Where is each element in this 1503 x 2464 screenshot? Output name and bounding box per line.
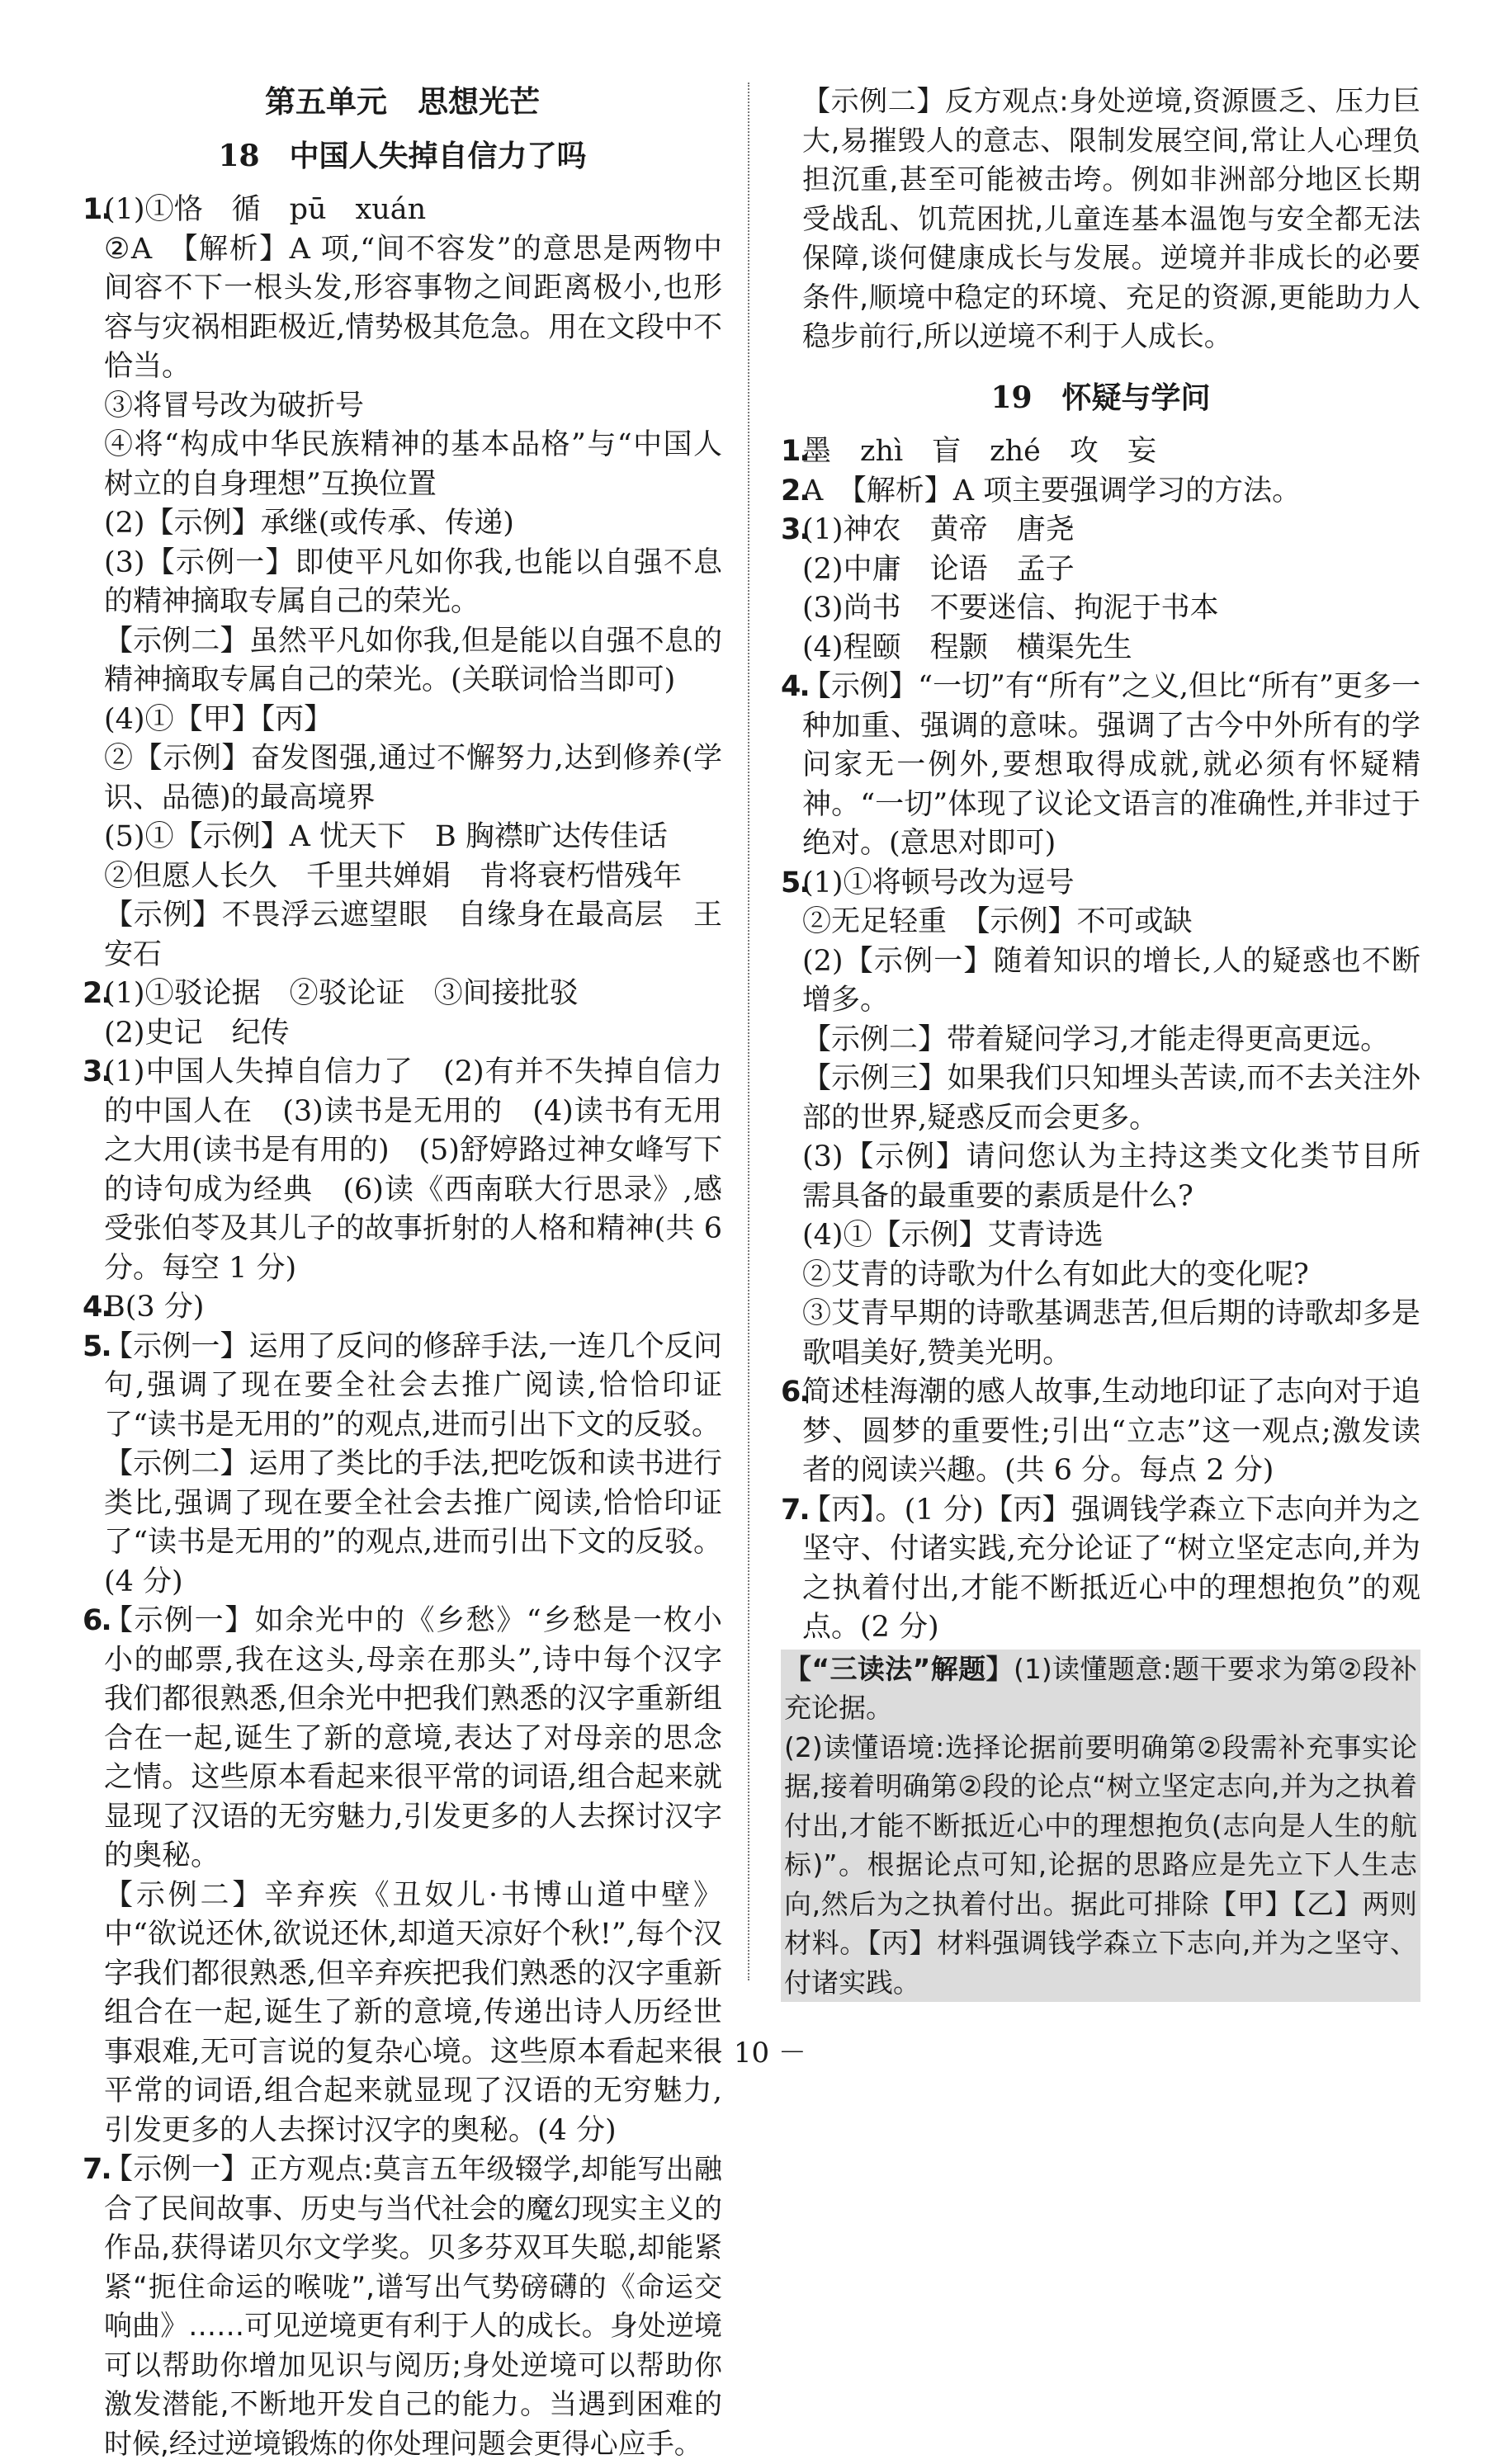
answer-line: B(3 分)	[104, 1291, 205, 1324]
answer-line: (3)尚书 不要迷信、拘泥于书本	[802, 592, 1219, 625]
answer-line: 【丙】。(1 分)【丙】强调钱学森立下志向并为之坚守、付诸实践,充分论证了“树立坚定志向,并为之执着付出,才能不断抵近心中的理想抱负”的观点。(2 分)	[802, 1493, 1420, 1644]
question-number: 7.	[781, 1493, 809, 1527]
unit-title: 第五单元 思想光芒	[265, 83, 540, 120]
answer-line: 【示例】不畏浮云遮望眼 自缘身在最高层 王安石	[104, 899, 722, 971]
question-number: 4.	[83, 1291, 111, 1324]
column-divider	[748, 83, 749, 1980]
answer-line: 【示例二】辛弃疾《丑奴儿·书博山道中壁》中“欲说还休,欲说还休,却道天凉好个秋!”,每个汉字我们都很熟悉,但辛弃疾把我们熟悉的汉字重新组合在一起,诞生了新的意境,传递出诗人历经世事艰难,无可言说的复杂心境。这些原本看起来很平常的词语,组合起来就显现了汉语的无穷魅力,引发更多的人去探讨汉字的奥秘。(4 分)	[104, 1878, 722, 2147]
question-number: 5.	[781, 866, 809, 899]
answer-line: (1)神农 黄帝 唐尧	[802, 513, 1075, 546]
question-number: 3.	[781, 513, 809, 546]
answer-line: 【示例二】运用了类比的手法,把吃饭和读书进行类比,强调了现在要全社会去推广阅读,恰恰印证了“读书是无用的”的观点,进而引出下文的反驳。(4 分)	[104, 1447, 722, 1598]
l19-question-2	[781, 472, 1420, 512]
answer-line: ③将冒号改为破折号	[104, 389, 365, 422]
question-number: 2.	[781, 474, 809, 507]
right-column	[781, 83, 1420, 2002]
answer-line: ②但愿人长久 千里共婵娟 肯将衰朽惜残年	[104, 859, 683, 893]
answer-line: 【示例二】虽然平凡如你我,但是能以自强不息的精神摘取专属自己的荣光。(关联词恰当即可)	[104, 624, 722, 696]
box-line: (2)读懂语境:选择论据前要明确第②段需补充事实论据,接着明确第②段的论点“树立坚定志向,并为之执着付出,才能不断抵近心中的理想抱负(志向是人生的航标)”。根据论点可知,论据的思路应是先立下人生志向,然后为之执着付出。据此可排除【甲】【乙】两则材料。【丙】材料强调钱学森立下志向,并为之坚守、付诸实践。	[784, 1730, 1417, 1999]
answer-line	[104, 2150, 722, 2464]
handwritten-answer: 正方观点:莫言五年级辍学,却能写出融合了民间故事、历史与当代社会的魔幻现实主义的作品,获得诺贝尔文学奖。贝多芬双耳失聪,却能紧紧“扼住命运的喉咙”,谱写出气势磅礴的《命运交响曲》……可见逆境更有利于人的成长。身处逆境可以帮助你增加见识与阅历;身处逆境可以帮助你激发潜能,不断地开发自己的能力。当遇到困难的时候,经过逆境锻炼的你处理问题会更得心应手。	[104, 2153, 722, 2461]
l18-question-2	[83, 975, 722, 1053]
question-number: 3.	[83, 1055, 111, 1088]
l18-question-5	[83, 1328, 722, 1603]
l18-question-3	[83, 1053, 722, 1288]
answer-line: (2)史记 纪传	[104, 1016, 290, 1050]
answer-line: (4)程颐 程颢 横渠先生	[802, 630, 1132, 664]
answer-line: ④将“构成中华民族精神的基本品格”与“中国人树立的自身理想”互换位置	[104, 428, 722, 501]
answer-line: 【示例】“一切”有“所有”之义,但比“所有”更多一种加重、强调的意味。强调了古今中外所有的学问家无一例外,要想取得成就,就必须有怀疑精神。“一切”体现了议论文语言的准确性,并非过于绝对。(意思对即可)	[802, 670, 1420, 860]
l18-q7-continued	[781, 83, 1420, 357]
answer-line: (4)①【甲】【丙】	[104, 702, 333, 736]
answer-line: (2)中庸 论语 孟子	[802, 552, 1075, 586]
answer-line: ②艾青的诗歌为什么有如此大的变化呢?	[802, 1258, 1309, 1291]
answer-line: (2)【示例一】随着知识的增长,人的疑惑也不断增多。	[802, 944, 1420, 1017]
answer-line: ②A 【解析】A 项,“间不容发”的意思是两物中间容不下一根头发,形容事物之间距离极小,也形容与灾祸相距极近,情势极其危急。用在文段中不恰当。	[104, 232, 722, 383]
box-heading: 【“三读法”解题】	[784, 1652, 1014, 1685]
answer-line: 【示例一】运用了反问的修辞手法,一连几个反问句,强调了现在要全社会去推广阅读,恰恰印证了“读书是无用的”的观点,进而引出下文的反驳。	[104, 1329, 722, 1442]
answer-line: ③艾青早期的诗歌基调悲苦,但后期的诗歌却多是歌唱美好,赞美光明。	[802, 1297, 1420, 1370]
l19-question-4	[781, 668, 1420, 864]
question-number: 1.	[781, 435, 809, 468]
left-column	[83, 83, 722, 2464]
question-number: 7.	[83, 2153, 111, 2186]
answer-line: (1)中国人失掉自信力了 (2)有并不失掉自信力的中国人在 (3)读书是无用的 (4)读书有无用之大用(读书是有用的) (5)舒婷路过神女峰写下的诗句成为经典 (6)读《西南联大行思录》,感受张伯苓及其儿子的故事折射的人格和精神(共 6 分。每空 1 分)	[104, 1055, 722, 1285]
answer-line: (3)【示例】请问您认为主持这类文化类节目所需具备的最重要的素质是什么?	[802, 1140, 1420, 1213]
example-tag: 【示例一】	[104, 2153, 250, 2186]
page-number: － 10 －	[697, 2037, 806, 2070]
answer-line: A 【解析】A 项主要强调学习的方法。	[802, 474, 1302, 507]
question-number: 2.	[83, 977, 111, 1010]
box-line: (1)读懂题意:题干要求为第②段补充论据。	[784, 1652, 1417, 1724]
answer-line: 【示例一】如余光中的《乡愁》“乡愁是一枚小小的邮票,我在这头,母亲在那头”,诗中每个汉字我们都很熟悉,但余光中把我们熟悉的汉字重新组合在一起,诞生了新的意境,表达了对母亲的思念之情。这些原本看起来很平常的词语,组合起来就显现了汉语的无穷魅力,引发更多的人去探讨汉字的奥秘。	[104, 1604, 722, 1872]
l18-question-7	[83, 2150, 722, 2464]
l18-question-4	[83, 1288, 722, 1328]
three-reading-method-box	[781, 1650, 1420, 2003]
answer-line: (5)①【示例】A 忧天下 B 胸襟旷达传佳话	[104, 820, 668, 853]
answer-line: (2)【示例】承继(或传承、传递)	[104, 507, 514, 540]
l18-question-1	[83, 191, 722, 975]
lesson-19-title: 19 怀疑与学问	[990, 380, 1211, 415]
handwritten-answer: 反方观点:身处逆境,资源匮乏、压力巨大,易摧毁人的意志、限制发展空间,常让人心理负担沉重,甚至可能被击垮。例如非洲部分地区长期受战乱、饥荒困扰,儿童连基本温饱与安全都无法保障,谈何健康成长与发展。逆境并非成长的必要条件,顺境中稳定的环境、充足的资源,更能助力人稳步前行,所以逆境不利于人成长。	[802, 85, 1421, 353]
l19-question-6	[781, 1373, 1420, 1491]
question-number: 6.	[781, 1376, 809, 1409]
l19-question-1	[781, 432, 1420, 472]
answer-line: 【示例二】带着疑问学习,才能走得更高更远。	[802, 1022, 1390, 1056]
question-number: 4.	[781, 670, 809, 703]
answer-line: (3)【示例一】即使平凡如你我,也能以自强不息的精神摘取专属自己的荣光。	[104, 545, 722, 618]
answer-line: ②无足轻重 【示例】不可或缺	[802, 905, 1193, 938]
question-number: 5.	[83, 1329, 111, 1363]
l19-question-3	[781, 511, 1420, 668]
answer-line: 墨 zhì 盲 zhé 攻 妄	[802, 435, 1156, 468]
answer-line: (1)①驳论据 ②驳论证 ③间接批驳	[104, 977, 579, 1010]
answer-line: (1)①恪 循 pū xuán	[104, 193, 427, 226]
answer-line: 【示例三】如果我们只知埋头苦读,而不去关注外部的世界,疑惑反而会更多。	[802, 1062, 1420, 1135]
answer-line: (4)①【示例】艾青诗选	[802, 1219, 1104, 1252]
answer-line: (1)①将顿号改为逗号	[802, 866, 1075, 899]
answer-line: 简述桂海潮的感人故事,生动地印证了志向对于追梦、圆梦的重要性;引出“立志”这一观点;激发读者的阅读兴趣。(共 6 分。每点 2 分)	[802, 1376, 1420, 1487]
l19-question-5	[781, 864, 1420, 1374]
question-number: 6.	[83, 1604, 111, 1637]
answer-line: ②【示例】奋发图强,通过不懈努力,达到修养(学识、品德)的最高境界	[104, 742, 722, 814]
question-number: 1.	[83, 193, 111, 226]
example-tag: 【示例二】	[802, 85, 945, 118]
l19-question-7	[781, 1491, 1420, 1648]
lesson-18-title: 18 中国人失掉自信力了吗	[218, 138, 587, 173]
